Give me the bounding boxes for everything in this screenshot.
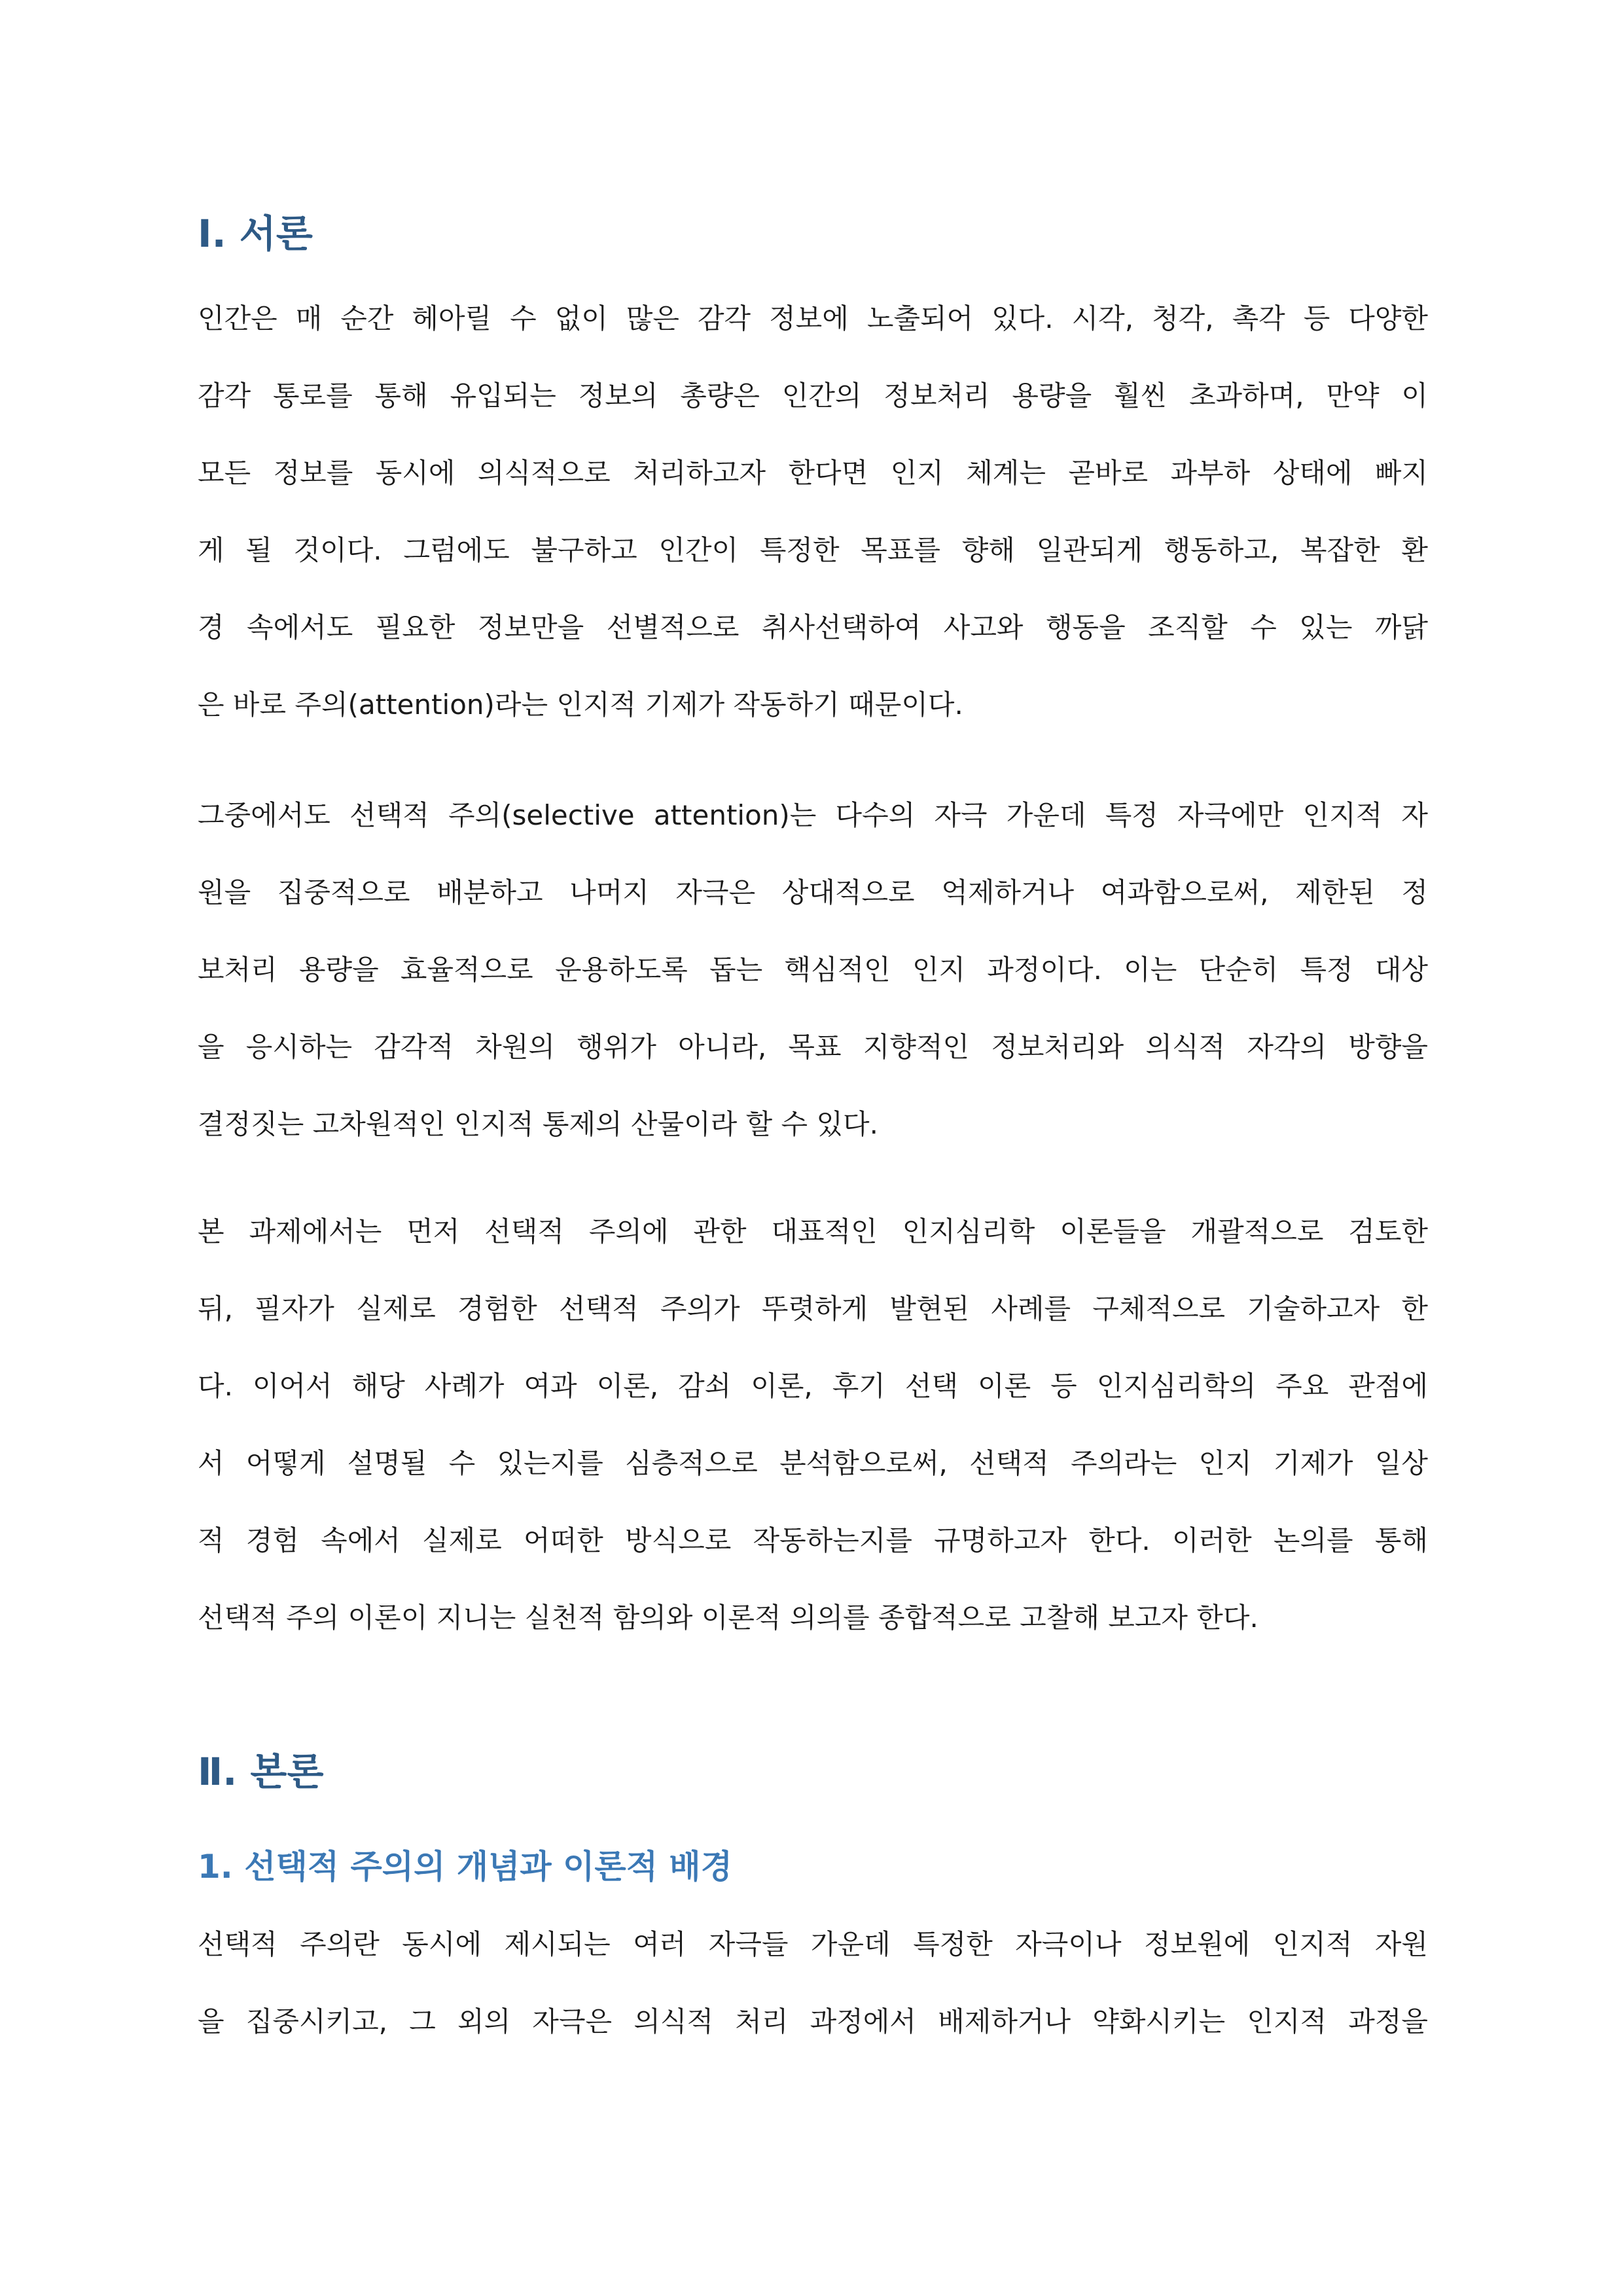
section-heading-body: Ⅱ. 본론 (198, 1749, 324, 1794)
paragraph-line: 선택적 주의 이론이 지니는 실천적 함의와 이론적 의의를 종합적으로 고찰해 보고자 한다. (198, 1602, 1258, 1634)
paragraph-line: 서 어떻게 설명될 수 있는지를 심층적으로 분석함으로써, 선택적 주의라는 인지 기제가 일상 (198, 1447, 1428, 1479)
paragraph-line: 을 응시하는 감각적 차원의 행위가 아니라, 목표 지향적인 정보처리와 의식적 자각의 방향을 (198, 1031, 1428, 1063)
paragraph-line: 인간은 매 순간 헤아릴 수 없이 많은 감각 정보에 노출되어 있다. 시각, 청각, 촉각 등 다양한 (198, 302, 1428, 334)
paragraph-intro-2 (198, 777, 1428, 1163)
paragraph-line: 뒤, 필자가 실제로 경험한 선택적 주의가 뚜렷하게 발현된 사례를 구체적으로 기술하고자 한 (198, 1293, 1428, 1325)
paragraph-line: 선택적 주의란 동시에 제시되는 여러 자극들 가운데 특정한 자극이나 정보원에 인지적 자원 (198, 1928, 1428, 1960)
section-heading-intro: Ⅰ. 서론 (198, 211, 313, 256)
paragraph-line: 결정짓는 고차원적인 인지적 통제의 산물이라 할 수 있다. (198, 1108, 878, 1140)
paragraph-line: 그중에서도 선택적 주의(selective attention)는 다수의 자극 가운데 특정 자극에만 인지적 자 (198, 799, 1428, 831)
paragraph-intro-1 (198, 280, 1428, 744)
paragraph-line: 본 과제에서는 먼저 선택적 주의에 관한 대표적인 인지심리학 이론들을 개괄적으로 검토한 (198, 1215, 1428, 1247)
paragraph-line: 원을 집중적으로 배분하고 나머지 자극은 상대적으로 억제하거나 여과함으로써, 제한된 정 (198, 876, 1428, 908)
paragraph-line: 적 경험 속에서 실제로 어떠한 방식으로 작동하는지를 규명하고자 한다. 이러한 논의를 통해 (198, 1524, 1428, 1556)
paragraph-line: 경 속에서도 필요한 정보만을 선별적으로 취사선택하여 사고와 행동을 조직할 수 있는 까닭 (198, 611, 1428, 643)
paragraph-body-1 (198, 1906, 1428, 2060)
paragraph-line: 보처리 용량을 효율적으로 운용하도록 돕는 핵심적인 인지 과정이다. 이는 단순히 특정 대상 (198, 954, 1428, 986)
subsection-heading-1: 1. 선택적 주의의 개념과 이론적 배경 (198, 1848, 733, 1886)
paragraph-intro-3 (198, 1193, 1428, 1657)
paragraph-line: 은 바로 주의(attention)라는 인지적 기제가 작동하기 때문이다. (198, 689, 963, 721)
paragraph-line: 을 집중시키고, 그 외의 자극은 의식적 처리 과정에서 배제하거나 약화시키는 인지적 과정을 (198, 2005, 1428, 2037)
paragraph-line: 다. 이어서 해당 사례가 여과 이론, 감쇠 이론, 후기 선택 이론 등 인지심리학의 주요 관점에 (198, 1370, 1428, 1402)
paragraph-line: 게 될 것이다. 그럼에도 불구하고 인간이 특정한 목표를 향해 일관되게 행동하고, 복잡한 환 (198, 534, 1428, 566)
paragraph-line: 모든 정보를 동시에 의식적으로 처리하고자 한다면 인지 체계는 곧바로 과부하 상태에 빠지 (198, 457, 1428, 489)
paragraph-line: 감각 통로를 통해 유입되는 정보의 총량은 인간의 정보처리 용량을 훨씬 초과하며, 만약 이 (198, 380, 1428, 412)
